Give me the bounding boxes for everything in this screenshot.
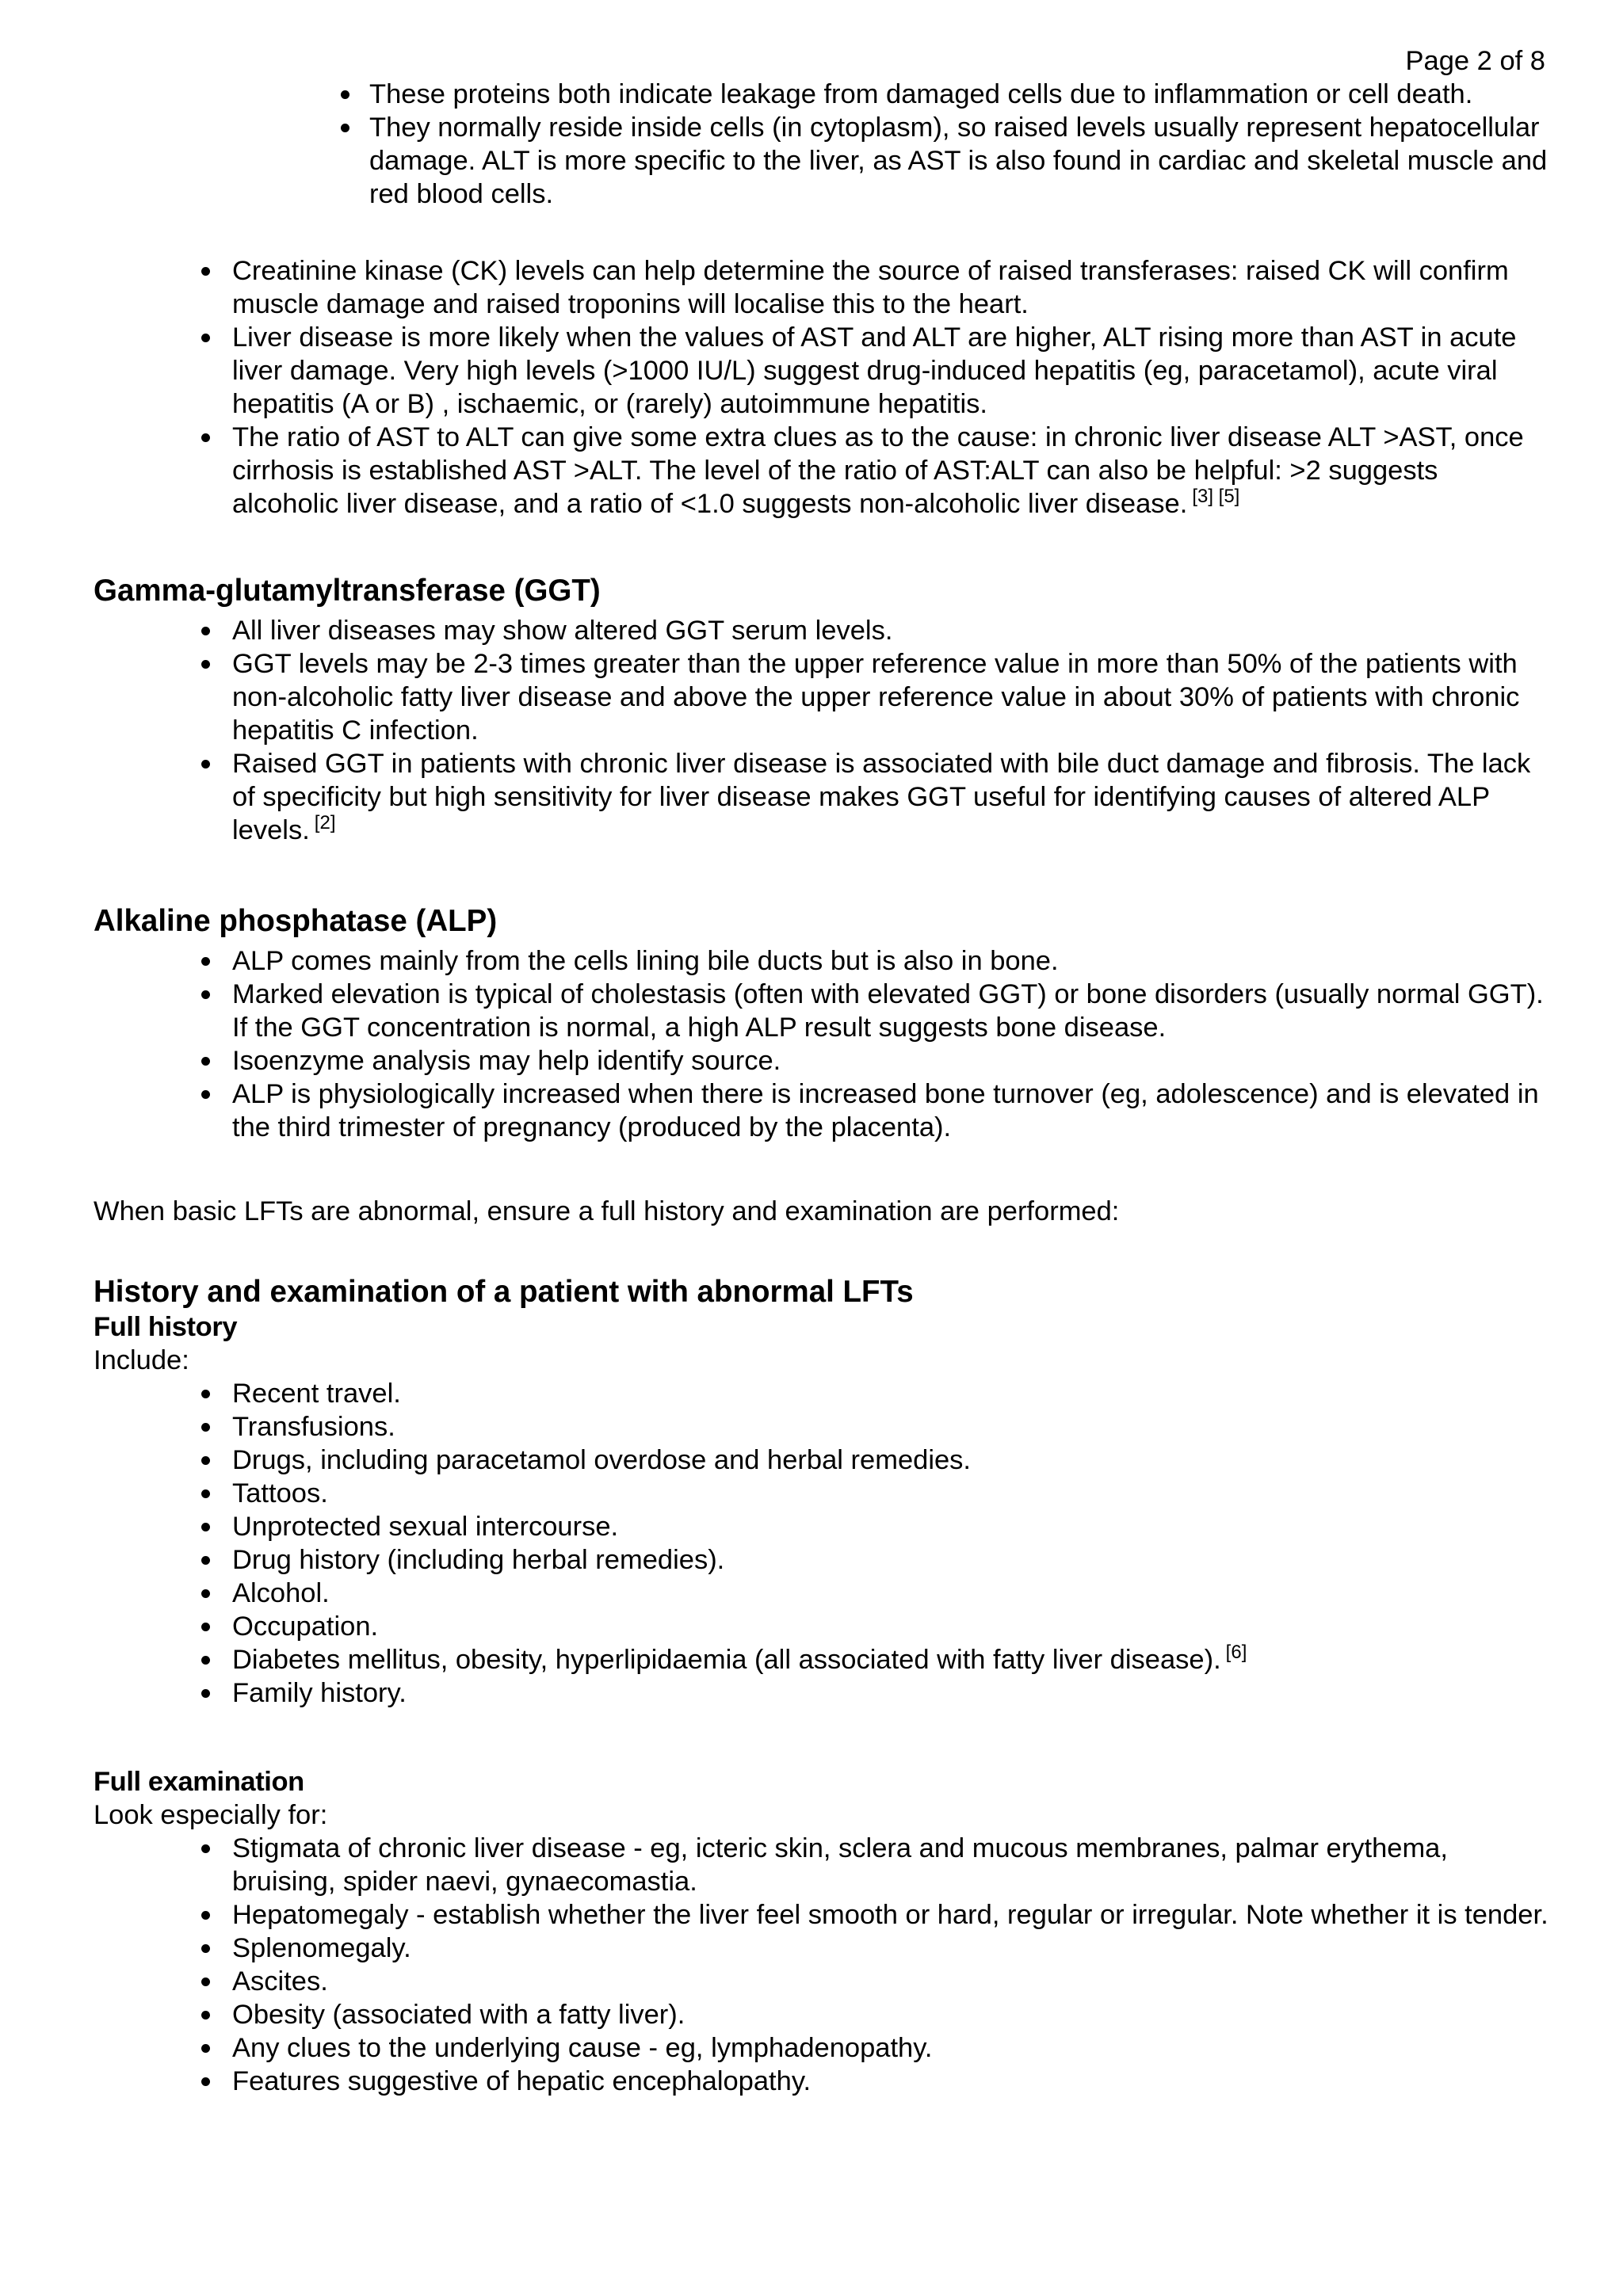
- list-item: Features suggestive of hepatic encephalopathy.: [94, 2065, 1552, 2098]
- alp-list: [94, 944, 1552, 1144]
- list-item: [94, 1444, 1552, 1477]
- reference-link[interactable]: [2]: [314, 812, 336, 833]
- list-item-text: Creatinine kinase (CK) levels can help determine the source of raised transferases: raised CK will confirm muscle damage and raised troponins will localise this to the heart.: [232, 256, 1509, 319]
- list-item: ALP is physiologically increased when there is increased bone turnover (eg, adolescence) and is elevated in the third trimester of pregnancy (produced by the placenta).: [94, 1077, 1552, 1144]
- list-item: [94, 1610, 1552, 1643]
- list-item: [94, 1410, 1552, 1444]
- list-item: [94, 254, 1552, 321]
- list-item: Stigmata of chronic liver disease - eg, icteric skin, sclera and mucous membranes, palmar erythema, bruising, spider naevi, gynaecomastia.: [94, 1832, 1552, 1898]
- list-item: [94, 747, 1552, 847]
- list-item: Splenomegaly.: [94, 1932, 1552, 1965]
- history-list: [94, 1377, 1552, 1710]
- list-item-text: Tattoos.: [232, 1478, 328, 1508]
- list-item-text: Transfusions.: [232, 1412, 395, 1442]
- reference-link[interactable]: [6]: [1225, 1642, 1247, 1663]
- list-item: [94, 1377, 1552, 1410]
- list-item-text: Liver disease is more likely when the values of AST and ALT are higher, ALT rising more than AST in acute liver damage. Very high levels (>1000 IU/L) suggest drug-induced hepatitis (eg, paracetamol), acute viral hepatitis (A or B) , ischaemic, or (rarely) autoimmune hepatitis.: [232, 322, 1517, 419]
- list-item-text: Drug history (including herbal remedies).: [232, 1545, 725, 1575]
- subheading-full-history: Full history: [94, 1312, 238, 1342]
- alp-section: [94, 903, 1552, 1144]
- history-exam-section: [94, 1274, 1552, 1710]
- list-item-text: Drugs, including paracetamol overdose and herbal remedies.: [232, 1445, 972, 1475]
- subheading-full-examination: Full examination: [94, 1767, 304, 1797]
- list-item: [94, 647, 1552, 747]
- page-number: Page 2 of 8: [1405, 46, 1545, 76]
- list-item: [94, 1543, 1552, 1577]
- section-heading-alp: Alkaline phosphatase (ALP): [94, 904, 498, 938]
- list-item: [94, 1577, 1552, 1610]
- list-item-text: Alcohol.: [232, 1578, 330, 1608]
- section-heading-ggt: Gamma-glutamyltransferase (GGT): [94, 574, 601, 608]
- transferase-list: [94, 254, 1552, 521]
- reference-link[interactable]: [3] [5]: [1192, 486, 1240, 507]
- list-item: Marked elevation is typical of cholestasis (often with elevated GGT) or bone disorders (usually normal GGT). If the GGT concentration is normal, a high ALP result suggests bone disease.: [94, 978, 1552, 1044]
- list-item: [94, 1477, 1552, 1510]
- list-item-text: Occupation.: [232, 1611, 379, 1642]
- section-heading-history-exam: History and examination of a patient with abnormal LFTs: [94, 1275, 914, 1309]
- list-item: They normally reside inside cells (in cytoplasm), so raised levels usually represent hepatocellular damage. ALT is more specific to the liver, as AST is also found in cardiac and skeletal muscle and red blood cells.: [94, 111, 1552, 211]
- exam-intro: Look especially for:: [94, 1800, 328, 1830]
- transferase-section: [94, 78, 1552, 211]
- list-item-text: All liver diseases may show altered GGT serum levels.: [232, 616, 893, 646]
- list-item: [94, 1643, 1552, 1676]
- list-item-text: Family history.: [232, 1678, 407, 1708]
- list-item: Any clues to the underlying cause - eg, lymphadenopathy.: [94, 2031, 1552, 2065]
- examination-list: [94, 1832, 1552, 2098]
- list-item-text: Diabetes mellitus, obesity, hyperlipidaemia (all associated with fatty liver disease).: [232, 1645, 1221, 1675]
- list-item: Obesity (associated with a fatty liver).: [94, 1998, 1552, 2031]
- transferase-list-block: [94, 254, 1552, 521]
- list-item: These proteins both indicate leakage from damaged cells due to inflammation or cell death.: [94, 78, 1552, 111]
- list-item: [94, 1676, 1552, 1710]
- ggt-list: [94, 614, 1552, 847]
- list-item: [94, 614, 1552, 647]
- list-item: [94, 421, 1552, 521]
- list-item: ALP comes mainly from the cells lining bile ducts but is also in bone.: [94, 944, 1552, 978]
- list-item-text: Recent travel.: [232, 1379, 401, 1409]
- list-item: Hepatomegaly - establish whether the liver feel smooth or hard, regular or irregular. Note whether it is tender.: [94, 1898, 1552, 1932]
- list-item-text: The ratio of AST to ALT can give some extra clues as to the cause: in chronic liver disease ALT >AST, once cirrhosis is established AST >ALT. The level of the ratio of AST:ALT can also be helpful: >2 suggests alcoholic liver disease, and a ratio of <1.0 suggests non-alcoholic liver disease.: [232, 422, 1524, 519]
- transferase-inner-list: [94, 78, 1552, 211]
- intro-paragraph: When basic LFTs are abnormal, ensure a full history and examination are performed:: [94, 1196, 1120, 1226]
- list-item: [94, 321, 1552, 421]
- full-examination-section: [94, 1765, 1552, 2098]
- ggt-section: [94, 573, 1552, 847]
- history-intro: Include:: [94, 1345, 189, 1375]
- list-item: Isoenzyme analysis may help identify source.: [94, 1044, 1552, 1077]
- list-item-text: Raised GGT in patients with chronic liver disease is associated with bile duct damage and fibrosis. The lack of specificity but high sensitivity for liver disease makes GGT useful for identifying causes of altered ALP levels.: [232, 749, 1531, 845]
- list-item: Ascites.: [94, 1965, 1552, 1998]
- list-item-text: GGT levels may be 2-3 times greater than the upper reference value in more than 50% of the patients with non-alcoholic fatty liver disease and above the upper reference value in about 30% of patients with chronic hepatitis C infection.: [232, 649, 1520, 746]
- list-item-text: Unprotected sexual intercourse.: [232, 1512, 619, 1542]
- list-item: [94, 1510, 1552, 1543]
